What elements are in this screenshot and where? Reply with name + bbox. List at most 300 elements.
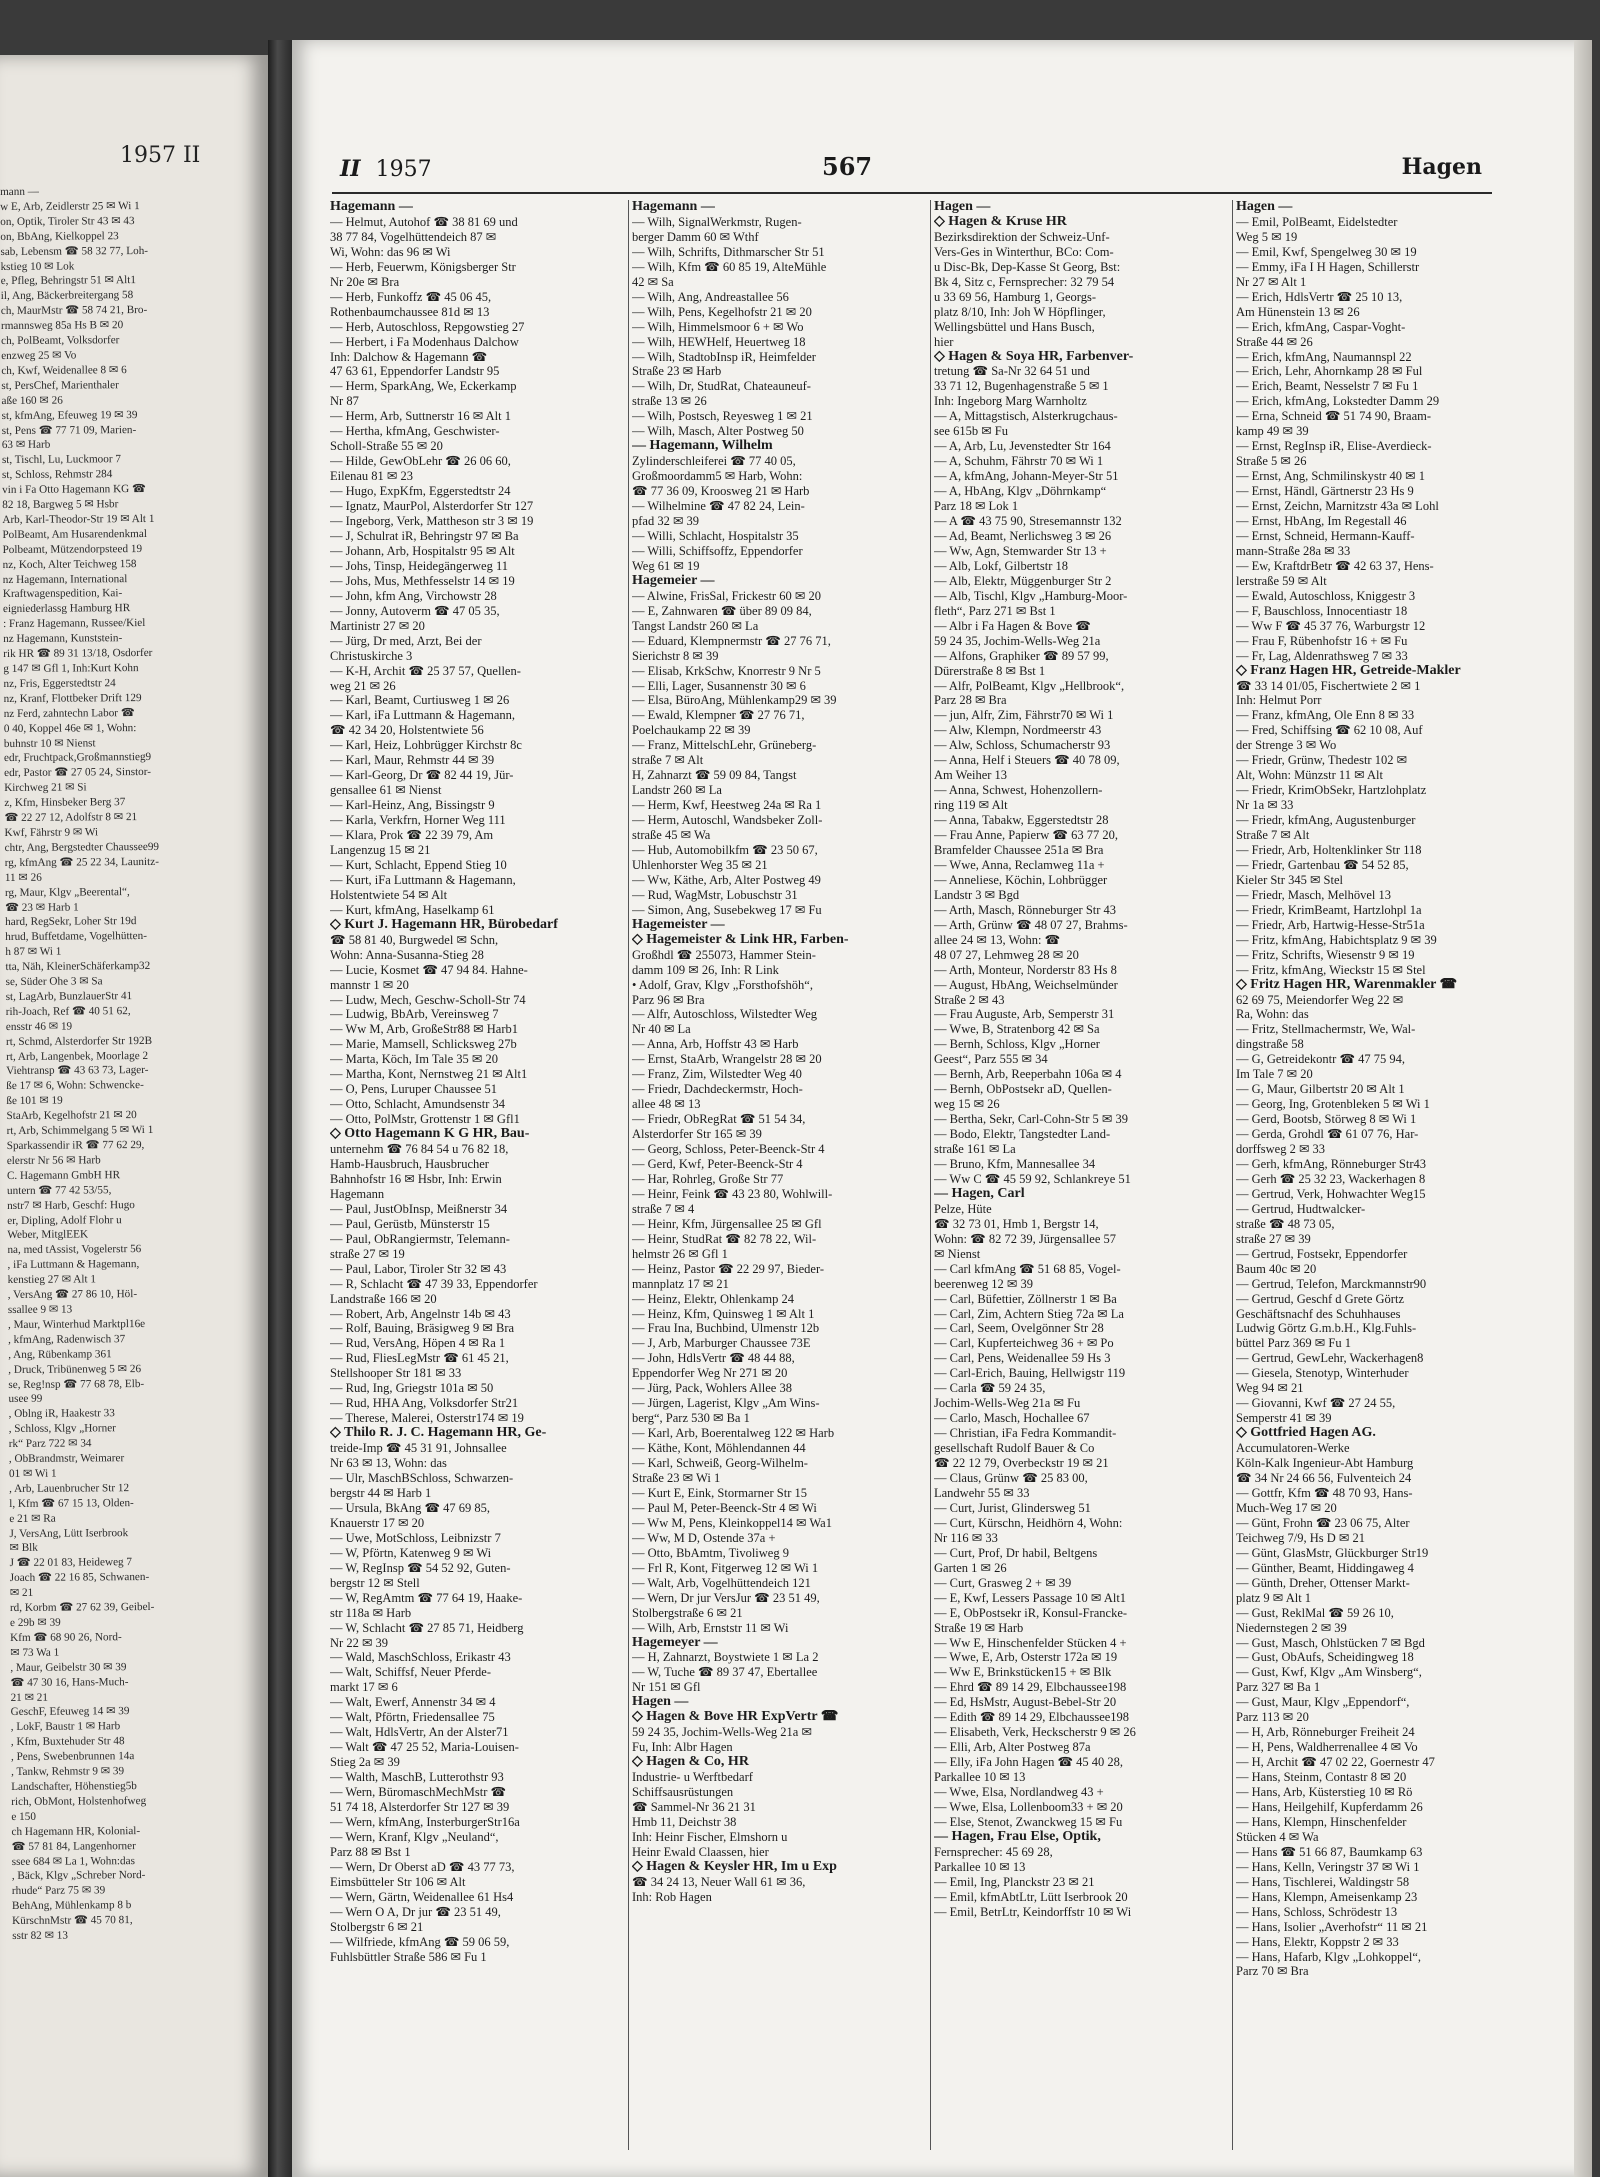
directory-entry-line: — Wilh, Schrifts, Dithmarscher Str 51 xyxy=(632,244,825,259)
directory-entry-line: — W, Pförtn, Katenweg 9 ✉ Wi xyxy=(330,1545,492,1560)
directory-entry-line: — Alb, Lokf, Gilbertstr 18 xyxy=(934,558,1069,573)
directory-entry-line: Bahnhofstr 16 ✉ Hsbr, Inh: Erwin xyxy=(330,1171,502,1186)
left-page-line: ✉ Blk xyxy=(9,1542,38,1555)
left-page-line: C. Hagemann GmbH HR xyxy=(6,1168,121,1182)
directory-entry-line: — Herm, Kwf, Heestweg 24a ✉ Ra 1 xyxy=(632,798,822,813)
directory-entry-line: bergstr 44 ✉ Harb 1 xyxy=(330,1485,432,1500)
directory-entry-line: — Kurt, iFa Luttmann & Hagemann, xyxy=(330,872,516,887)
directory-entry-line: Am Weiher 13 xyxy=(934,768,1008,783)
left-page-line: l, Kfm ☎ 67 15 13, Olden- xyxy=(9,1496,134,1510)
directory-entry-line: — Claus, Grünw ☎ 25 83 00, xyxy=(934,1471,1088,1486)
directory-entry-line: — Franz, kfmAng, Ole Enn 8 ✉ 33 xyxy=(1236,708,1415,723)
directory-entry-line: — Herm, Arb, Suttnerstr 16 ✉ Alt 1 xyxy=(330,409,511,424)
directory-entry-line: Wellingsbüttel und Hans Busch, xyxy=(934,319,1095,334)
directory-entry-line: — Hans, Hafarb, Klgv „Lohkoppel“, xyxy=(1236,1949,1422,1964)
directory-entry-line: 51 74 18, Alsterdorfer Str 127 ✉ 39 xyxy=(330,1799,510,1814)
directory-entry-line: — Günt, GlasMstr, Glückburger Str19 xyxy=(1236,1545,1429,1560)
directory-entry-line: — W, Schlacht ☎ 27 85 71, Heidberg xyxy=(330,1620,524,1635)
directory-entry-line: Hagemeier — xyxy=(632,573,715,588)
directory-entry-line: straße 13 ✉ 26 xyxy=(632,394,707,409)
directory-entry-line: pfad 32 ✉ 39 xyxy=(632,514,700,529)
directory-entry-line: see 615b ✉ Fu xyxy=(934,424,1009,439)
directory-entry-line: mannplatz 17 ✉ 21 xyxy=(632,1276,729,1291)
directory-entry-line: 42 ✉ Sa xyxy=(632,274,674,289)
directory-entry-line: — Giesela, Stenotyp, Winterhuder xyxy=(1236,1366,1409,1381)
book-gutter xyxy=(268,40,292,2177)
directory-entry-line: Nr 1a ✉ 33 xyxy=(1236,798,1294,813)
directory-entry-line: — Erich, Lehr, Ahornkamp 28 ✉ Ful xyxy=(1236,364,1423,379)
directory-entry-line: — Wern, kfmAng, InsterburgerStr16a xyxy=(330,1814,520,1829)
directory-entry-line: — Carlo, Masch, Hochallee 67 xyxy=(934,1411,1090,1426)
directory-entry-line: — Hugo, ExpKfm, Eggerstedtstr 24 xyxy=(330,484,511,499)
directory-entry-line: Stieg 2a ✉ 39 xyxy=(330,1755,400,1770)
left-page-line: eigniederlassg Hamburg HR xyxy=(2,602,131,616)
directory-entry-line: gesellschaft Rudolf Bauer & Co xyxy=(934,1441,1095,1456)
directory-entry-line: Niedernstegen 2 ✉ 39 xyxy=(1236,1620,1347,1635)
directory-entry-line: ◇ Hagen & Kruse HR xyxy=(934,214,1067,229)
directory-entry-line: — Gust, Kwf, Klgv „Am Winsberg“, xyxy=(1236,1665,1422,1680)
directory-entry-line: Knauerstr 17 ✉ 20 xyxy=(330,1515,425,1530)
directory-entry-line: Industrie- u Werftbedarf xyxy=(632,1770,753,1785)
left-page-line: Landschafter, Höhenstieg5b xyxy=(11,1780,137,1793)
directory-entry-line: — H, Arb, Rönneburger Freiheit 24 xyxy=(1236,1725,1415,1740)
directory-entry-line: Parz 327 ✉ Ba 1 xyxy=(1236,1680,1321,1695)
left-page-line: enzweg 25 ✉ Vo xyxy=(1,349,77,362)
left-page-line: ☎ 23 ✉ Harb 1 xyxy=(5,900,79,914)
directory-entry-line: ring 119 ✉ Alt xyxy=(934,798,1008,813)
directory-entry-line: Fernsprecher: 45 69 28, xyxy=(934,1844,1053,1859)
left-page-line: nstr7 ✉ Harb, Geschf: Hugo xyxy=(7,1198,135,1212)
directory-entry-line: — Gerd, Bootsb, Störweg 8 ✉ Wi 1 xyxy=(1236,1112,1417,1127)
left-page-line: ssallee 9 ✉ 13 xyxy=(7,1303,73,1316)
directory-entry-line: Hamb-Hausbruch, Hausbrucher xyxy=(330,1157,489,1171)
directory-entry-line: tretung ☎ Sa-Nr 32 64 51 und xyxy=(934,364,1090,379)
left-page-line: kenstieg 27 ✉ Alt 1 xyxy=(7,1273,96,1287)
directory-entry-line: 48 07 27, Lehmweg 28 ✉ 20 xyxy=(934,947,1079,962)
directory-entry-line: ◇ Hagen & Keysler HR, Im u Exp xyxy=(632,1859,837,1874)
left-page-line: rich, ObMont, Holstenhofweg xyxy=(11,1794,147,1808)
directory-entry-line: Hagemann — xyxy=(330,200,413,214)
directory-entry-line: — Gottfr, Kfm ☎ 48 70 93, Hans- xyxy=(1236,1485,1413,1500)
directory-entry-line: ◇ Hagemeister & Link HR, Farben- xyxy=(632,932,849,947)
left-page-line: w E, Arb, Zeidlerstr 25 ✉ Wi 1 xyxy=(0,199,140,213)
left-page-line: Polbeamt, Mützendorpsteed 19 xyxy=(2,542,143,556)
directory-entry-line: — Gertrud, Fostsekr, Eppendorfer xyxy=(1236,1246,1408,1261)
directory-entry-line: u 33 69 56, Hamburg 1, Georgs- xyxy=(934,289,1097,304)
left-page-line: rd, Korbm ☎ 27 62 39, Geibel- xyxy=(9,1601,155,1615)
left-page-line: ☎ 47 30 16, Hans-Much- xyxy=(10,1675,129,1689)
directory-entry-line: ◇ Hagen & Soya HR, Farbenver- xyxy=(934,349,1134,364)
directory-entry-line: dingstraße 58 xyxy=(1236,1037,1304,1052)
directory-entry-line: — Hans, Tischlerei, Waldingstr 58 xyxy=(1236,1874,1410,1889)
directory-entry-line: — Erich, HdlsVertr ☎ 25 10 13, xyxy=(1236,289,1403,304)
directory-entry-line: — Elsa, BüroAng, Mühlenkamp29 ✉ 39 xyxy=(632,693,837,708)
directory-entry-line: — Fr, Lag, Aldenrathsweg 7 ✉ 33 xyxy=(1236,648,1408,663)
directory-entry-line: — Ww, Agn, Stemwarder Str 13 + xyxy=(934,543,1107,558)
directory-entry-line: — A, Mittagstisch, Alsterkrugchaus- xyxy=(934,409,1118,424)
directory-entry-line: — Curt, Kürschn, Heidhörn 4, Wohn: xyxy=(934,1515,1123,1530)
left-page-line: tta, Näh, KleinerSchäferkamp32 xyxy=(5,960,151,974)
directory-entry-line: — Anneliese, Köchin, Lohbrügger xyxy=(934,872,1108,887)
directory-entry-line: hier xyxy=(934,334,954,349)
directory-entry-line: — Emil, Kwf, Spengelweg 30 ✉ 19 xyxy=(1236,244,1417,259)
page-header xyxy=(322,148,1482,188)
directory-entry-line: ☎ 58 81 40, Burgwedel ✉ Schn, xyxy=(330,932,499,947)
directory-entry-line: — Wilh, Postsch, Reyesweg 1 ✉ 21 xyxy=(632,409,813,424)
directory-entry-line: weg 15 ✉ 26 xyxy=(934,1097,1000,1112)
directory-entry-line: — Frau Anne, Papierw ☎ 63 77 20, xyxy=(934,828,1118,843)
left-page-line: 11 ✉ 26 xyxy=(4,871,42,884)
directory-entry-line: — Robert, Arb, Angelnstr 14b ✉ 43 xyxy=(330,1306,511,1321)
directory-entry-line: — Hertha, kfmAng, Geschwister- xyxy=(330,424,500,439)
directory-column-2 xyxy=(632,200,924,1905)
directory-entry-line: — Fritz, Stellmachermstr, We, Wal- xyxy=(1236,1022,1416,1037)
directory-entry-line: — Ernst, StaArb, Wrangelstr 28 ✉ 20 xyxy=(632,1052,822,1067)
directory-entry-line: — Elly, iFa John Hagen ☎ 45 40 28, xyxy=(934,1755,1124,1770)
directory-entry-line: — Marie, Mamsell, Schlicksweg 27b xyxy=(330,1037,517,1052)
directory-entry-line: straße 45 ✉ Wa xyxy=(632,828,711,843)
directory-entry-line: 38 77 84, Vogelhüttendeich 87 ✉ xyxy=(330,229,497,244)
directory-entry-line: — Martha, Kont, Nernstweg 21 ✉ Alt1 xyxy=(330,1067,528,1082)
left-page xyxy=(0,55,268,2177)
directory-entry-line: — Kurt E, Eink, Stormarner Str 15 xyxy=(632,1485,807,1500)
left-page-line: se, Süder Ohe 3 ✉ Sa xyxy=(5,975,103,989)
directory-entry-line: — Alb, Tischl, Klgv „Hamburg-Moor- xyxy=(934,588,1128,603)
directory-entry-line: Parz 88 ✉ Bst 1 xyxy=(330,1844,411,1859)
directory-entry-line: — Wwe, Anna, Reclamweg 11a + xyxy=(934,857,1105,872)
directory-entry-line: — Alfons, Graphiker ☎ 89 57 99, xyxy=(934,648,1109,663)
directory-entry-line: ◇ Otto Hagemann K G HR, Bau- xyxy=(330,1127,530,1142)
directory-entry-line: — Anna, Arb, Hoffstr 43 ✉ Harb xyxy=(632,1037,799,1052)
directory-entry-line: — Gust, Masch, Ohlstücken 7 ✉ Bgd xyxy=(1236,1635,1425,1650)
directory-entry-line: — Karl, Schweiß, Georg-Wilhelm- xyxy=(632,1456,808,1471)
left-page-line: , Maur, Geibelstr 30 ✉ 39 xyxy=(10,1660,127,1674)
directory-entry-line: Sierichstr 8 ✉ 39 xyxy=(632,648,719,663)
directory-entry-line: — Karl, Heiz, Lohbrügger Kirchstr 8c xyxy=(330,738,522,753)
directory-entry-line: Stellshooper Str 181 ✉ 33 xyxy=(330,1366,462,1381)
directory-entry-line: — Kurt, kfmAng, Haselkamp 61 xyxy=(330,902,495,917)
left-page-line: , LokF, Baustr 1 ✉ Harb xyxy=(10,1720,121,1734)
directory-entry-line: — Wilh, Arb, Ernststr 11 ✉ Wi xyxy=(632,1620,789,1635)
directory-entry-line: — Edith ☎ 89 14 29, Elbchaussee198 xyxy=(934,1710,1130,1725)
directory-entry-line: — Wwe, Elsa, Nordlandweg 43 + xyxy=(934,1785,1104,1800)
left-page-line: na, med tAssist, Vogelerstr 56 xyxy=(7,1243,142,1257)
directory-entry-line: Eppendorfer Weg Nr 271 ✉ 20 xyxy=(632,1366,788,1381)
directory-entry-line: — Otto, Schlacht, Amundsenstr 34 xyxy=(330,1097,505,1112)
directory-entry-line: Großhdl ☎ 255073, Hammer Stein- xyxy=(632,947,816,962)
left-page-line: , Bäck, Klgv „Schreber Nord- xyxy=(11,1869,146,1883)
directory-entry-line: — Wern, Gärtn, Weidenallee 61 Hs4 xyxy=(330,1889,514,1904)
directory-entry-line: — Carl kfmAng ☎ 51 68 85, Vogel- xyxy=(934,1261,1121,1276)
directory-entry-line: — Carl, Büfettier, Zöllnerstr 1 ✉ Ba xyxy=(934,1291,1117,1306)
directory-entry-line: Fu, Inh: Albr Hagen xyxy=(632,1740,733,1755)
left-page-line: Kwf, Fährstr 9 ✉ Wi xyxy=(4,826,99,839)
directory-entry-line: — Carl, Kupferteichweg 36 + ✉ Po xyxy=(934,1336,1114,1351)
directory-entry-line: Weg 61 ✉ 19 xyxy=(632,558,700,573)
directory-entry-line: Garten 1 ✉ 26 xyxy=(934,1560,1007,1575)
left-page-line: rg, kfmAng ☎ 25 22 34, Launitz- xyxy=(4,855,159,869)
directory-entry-line: Geschäftsnachf des Schuhhauses xyxy=(1236,1306,1401,1321)
directory-entry-line: treide-Imp ☎ 45 31 91, Johnsallee xyxy=(330,1441,507,1456)
directory-entry-line: Straße 23 ✉ Wi 1 xyxy=(632,1471,721,1486)
column-divider xyxy=(930,200,931,2150)
directory-entry-line: — Herb, Funkoffz ☎ 45 06 45, xyxy=(330,289,492,304)
left-page-line: Weber, MitglEEK xyxy=(7,1228,89,1242)
directory-entry-line: — Simon, Ang, Susebekweg 17 ✉ Fu xyxy=(632,902,822,917)
directory-entry-line: — Bernh, ObPostsekr aD, Quellen- xyxy=(934,1082,1112,1097)
directory-entry-line: Straße 19 ✉ Harb xyxy=(934,1620,1024,1635)
directory-entry-line: — Wilh, Dr, StudRat, Chateauneuf- xyxy=(632,379,811,394)
directory-entry-line: 62 69 75, Meiendorfer Weg 22 ✉ xyxy=(1236,992,1404,1007)
directory-entry-line: — August, HbAng, Weichselmünder xyxy=(934,977,1118,992)
directory-entry-line: — Herb, Feuerwm, Königsberger Str xyxy=(330,259,516,274)
directory-entry-line: Zylinderschleiferei ☎ 77 40 05, xyxy=(632,454,796,469)
directory-entry-line: beerenweg 12 ✉ 39 xyxy=(934,1276,1033,1291)
left-page-line: StaArb, Kegelhofstr 21 ✉ 20 xyxy=(6,1109,137,1123)
directory-entry-line: — Bodo, Elektr, Tangstedter Land- xyxy=(934,1127,1111,1142)
left-page-line: z, Kfm, Hinsbeker Berg 37 xyxy=(4,796,126,810)
left-page-line: ch, PolBeamt, Volksdorfer xyxy=(1,334,120,348)
directory-entry-line: Ludwig Görtz G.m.b.H., Klg.Fuhls- xyxy=(1236,1321,1417,1336)
directory-entry-line: — jun, Alfr, Zim, Fährstr70 ✉ Wi 1 xyxy=(934,708,1114,723)
left-page-column xyxy=(0,183,268,1944)
left-page-line: st, Schloss, Rehmstr 284 xyxy=(1,468,113,482)
directory-entry-line: — Arth, Grünw ☎ 48 07 27, Brahms- xyxy=(934,917,1128,932)
left-page-line: , Kfm, Buxtehuder Str 48 xyxy=(10,1735,125,1749)
directory-entry-line: — Hans, Klempn, Ameisenkamp 23 xyxy=(1236,1889,1418,1904)
directory-column-3 xyxy=(934,200,1226,1920)
directory-entry-line: — G, Getreidekontr ☎ 47 75 94, xyxy=(1236,1052,1406,1067)
directory-entry-line: — W, RegInsp ☎ 54 52 92, Guten- xyxy=(330,1560,511,1575)
directory-entry-line: — Marta, Köch, Im Tale 35 ✉ 20 xyxy=(330,1052,499,1067)
directory-entry-line: ◇ Hagen & Bove HR ExpVertr ☎ xyxy=(632,1710,839,1725)
directory-entry-line: — Rud, Ing, Griegstr 101a ✉ 50 xyxy=(330,1381,494,1396)
left-page-line: J, VersAng, Lütt Iserbrook xyxy=(9,1526,129,1540)
directory-entry-line: — Emil, BetrLtr, Keindorffstr 10 ✉ Wi xyxy=(934,1904,1132,1919)
left-page-line: elerstr Nr 56 ✉ Harb xyxy=(6,1154,101,1167)
left-page-line: hard, RegSekr, Loher Str 19d xyxy=(5,915,137,929)
directory-entry-line: — Johs, Mus, Methfesselstr 14 ✉ 19 xyxy=(330,573,515,588)
left-page-line: ssee 684 ✉ La 1, Wohn:das xyxy=(11,1854,135,1868)
left-page-header: 1957 II xyxy=(120,143,201,168)
directory-entry-line: — J, Schulrat iR, Behringstr 97 ✉ Ba xyxy=(330,528,519,543)
directory-entry-line: Weg 94 ✉ 21 xyxy=(1236,1381,1304,1396)
directory-entry-line: — Herbert, i Fa Modenhaus Dalchow xyxy=(330,334,519,349)
directory-entry-line: — G, Maur, Gilbertstr 20 ✉ Alt 1 xyxy=(1236,1082,1405,1097)
directory-entry-line: Bramfelder Chaussee 251a ✉ Bra xyxy=(934,842,1104,857)
directory-entry-line: — Ww E, Hinschenfelder Stücken 4 + xyxy=(934,1635,1127,1650)
directory-entry-line: — Curt, Prof, Dr habil, Beltgens xyxy=(934,1545,1098,1560)
directory-entry-line: Stücken 4 ✉ Wa xyxy=(1236,1829,1319,1844)
directory-entry-line: — Gertrud, GewLehr, Wackerhagen8 xyxy=(1236,1351,1424,1366)
directory-entry-line: 33 71 12, Bugenhagenstraße 5 ✉ 1 xyxy=(934,379,1109,394)
directory-entry-line: büttel Parz 369 ✉ Fu 1 xyxy=(1236,1336,1351,1351)
column-divider xyxy=(628,200,629,2150)
directory-entry-line: mann-Straße 28a ✉ 33 xyxy=(1236,543,1351,558)
page-header-left xyxy=(340,156,432,182)
directory-entry-line: — Wern, BüromaschMechMstr ☎ xyxy=(330,1785,507,1800)
left-page-line: ☎ 57 81 84, Langenhorner xyxy=(11,1839,136,1853)
directory-entry-line: — Fritz, kfmAng, Wieckstr 15 ✉ Stel xyxy=(1236,962,1426,977)
directory-entry-line: — Ludw, Mech, Geschw-Scholl-Str 74 xyxy=(330,992,526,1007)
left-page-line: , Arb, Lauenbrucher Str 12 xyxy=(9,1481,130,1495)
directory-entry-line: — Heinr, Feink ☎ 43 23 80, Wohlwill- xyxy=(632,1186,833,1201)
directory-entry-line: — Fritz, Schrifts, Wiesenstr 9 ✉ 19 xyxy=(1236,947,1415,962)
left-page-line: se, Reg!nsp ☎ 77 68 78, Elb- xyxy=(8,1377,145,1391)
directory-entry-line: u Disc-Bk, Dep-Kasse St Georg, Bst: xyxy=(934,259,1121,274)
directory-entry-line: Großmoordamm5 ✉ Harb, Wohn: xyxy=(632,469,803,484)
left-page-line: st, kfmAng, Efeuweg 19 ✉ 39 xyxy=(1,408,138,422)
directory-entry-line: 59 24 35, Jochim-Wells-Weg 21a xyxy=(934,633,1101,648)
left-page-line: nz, Koch, Alter Teichweg 158 xyxy=(2,557,137,571)
directory-entry-line: Landstr 3 ✉ Bgd xyxy=(934,887,1020,902)
directory-entry-line: Stolbergstr 6 ✉ 21 xyxy=(330,1919,424,1934)
directory-entry-line: — Gust, Maur, Klgv „Eppendorf“, xyxy=(1236,1695,1410,1710)
directory-entry-line: — E, Kwf, Lessers Passage 10 ✉ Alt1 xyxy=(934,1590,1127,1605)
directory-entry-line: — Ehrd ☎ 89 14 29, Elbchaussee198 xyxy=(934,1680,1127,1695)
directory-entry-line: — Carl, Pens, Weidenallee 59 Hs 3 xyxy=(934,1351,1111,1366)
directory-entry-line: — Ernst, Schneid, Hermann-Kauff- xyxy=(1236,528,1415,543)
directory-entry-line: — Alwine, FrisSal, Frickestr 60 ✉ 20 xyxy=(632,588,821,603)
left-page-line: usee 99 xyxy=(8,1393,43,1406)
directory-entry-line: ◇ Hagen & Co, HR xyxy=(632,1755,749,1770)
left-page-line: er, Dipling, Adolf Flohr u xyxy=(7,1213,122,1227)
directory-entry-line: — Karl-Georg, Dr ☎ 82 44 19, Jür- xyxy=(330,768,514,783)
left-page-line: 82 18, Bargweg 5 ✉ Hsbr xyxy=(2,498,119,512)
left-page-line: chtr, Ang, Bergstedter Chaussee99 xyxy=(4,840,160,854)
directory-entry-line: — Karla, Verkfrn, Horner Weg 111 xyxy=(330,813,506,828)
directory-entry-line: — Ew, KraftdrBetr ☎ 42 63 37, Hens- xyxy=(1236,558,1434,573)
directory-entry-line: — Walt, Schiffsf, Neuer Pferde- xyxy=(330,1665,491,1680)
directory-entry-line: — Günther, Beamt, Hiddingaweg 4 xyxy=(1236,1560,1414,1575)
directory-entry-line: — Friedr, Dachdeckermstr, Hoch- xyxy=(632,1082,803,1097)
directory-entry-line: — A ☎ 43 75 90, Stresemannstr 132 xyxy=(934,514,1122,529)
directory-entry-line: — Friedr, kfmAng, Augustenburger xyxy=(1236,813,1416,828)
directory-entry-line: — Friedr, Arb, Holtenklinker Str 118 xyxy=(1236,842,1422,857)
directory-entry-line: Dürerstraße 8 ✉ Bst 1 xyxy=(934,663,1046,678)
left-page-line: nz, Fris, Eggerstedtstr 24 xyxy=(3,677,116,690)
left-page-line: , kfmAng, Radenwisch 37 xyxy=(8,1332,126,1346)
directory-entry-line: — Wald, MaschSchloss, Erikastr 43 xyxy=(330,1650,511,1665)
directory-entry-line: ✉ Nienst xyxy=(934,1246,981,1261)
directory-entry-line: Inh: Ingeborg Marg Warnholtz xyxy=(934,394,1087,409)
directory-entry-line: — Rud, VersAng, Höpen 4 ✉ Ra 1 xyxy=(330,1336,506,1351)
directory-entry-line: Landstraße 166 ✉ 20 xyxy=(330,1291,437,1306)
directory-entry-line: Nr 27 ✉ Alt 1 xyxy=(1236,274,1307,289)
left-page-line: PolBeamt, Am Husarendenkmal xyxy=(2,527,147,541)
directory-entry-line: — Albr i Fa Hagen & Bove ☎ xyxy=(934,618,1091,633)
directory-entry-line: — H, Archit ☎ 47 02 22, Goernestr 47 xyxy=(1236,1755,1435,1770)
directory-entry-line: Parz 96 ✉ Bra xyxy=(632,992,705,1007)
directory-entry-line: — Alb, Elektr, Müggenburger Str 2 xyxy=(934,573,1112,588)
directory-entry-line: Bezirksdirektion der Schweiz-Unf- xyxy=(934,229,1110,244)
directory-entry-line: — Uwe, MotSchloss, Leibnizstr 7 xyxy=(330,1530,501,1545)
directory-entry-line: Straße 44 ✉ 26 xyxy=(1236,334,1313,349)
directory-entry-line: — Ludwig, BbArb, Vereinsweg 7 xyxy=(330,1007,499,1022)
directory-entry-line: mannstr 1 ✉ 20 xyxy=(330,977,409,992)
directory-entry-line: — J, Arb, Marburger Chaussee 73E xyxy=(632,1336,811,1351)
directory-entry-line: — Paul, Labor, Tiroler Str 32 ✉ 43 xyxy=(330,1261,507,1276)
directory-entry-line: straße 7 ✉ Alt xyxy=(632,753,704,768)
directory-entry-line: — Rolf, Bauing, Bräsigweg 9 ✉ Bra xyxy=(330,1321,515,1336)
directory-entry-line: Inh: Helmut Porr xyxy=(1236,693,1322,708)
directory-entry-line: ☎ 42 34 20, Holstentwiete 56 xyxy=(330,723,484,738)
directory-entry-line: str 118a ✉ Harb xyxy=(330,1605,412,1620)
directory-entry-line: — Georg, Schloss, Peter-Beenck-Str 4 xyxy=(632,1142,825,1157)
directory-entry-line: — Gertrud, Hudtwalcker- xyxy=(1236,1201,1366,1216)
directory-entry-line: Fuhlsbüttler Straße 586 ✉ Fu 1 xyxy=(330,1949,487,1964)
directory-entry-line: — Arth, Monteur, Norderstr 83 Hs 8 xyxy=(934,962,1117,977)
directory-entry-line: — Anna, Helf i Steuers ☎ 40 78 09, xyxy=(934,753,1120,768)
directory-entry-line: — O, Pens, Luruper Chaussee 51 xyxy=(330,1082,497,1097)
directory-entry-line: straße 7 ✉ 4 xyxy=(632,1201,695,1216)
directory-entry-line: Ra, Wohn: das xyxy=(1236,1007,1309,1022)
directory-entry-line: straße 27 ✉ 19 xyxy=(330,1246,405,1261)
directory-entry-line: — Friedr, KrimObSekr, Hartzlohplatz xyxy=(1236,783,1427,798)
directory-entry-line: Kieler Str 345 ✉ Stel xyxy=(1236,872,1343,887)
left-page-line: st, LagArb, BunzlauerStr 41 xyxy=(5,990,133,1003)
left-page-line: kstieg 10 ✉ Lok xyxy=(0,260,75,273)
directory-entry-line: Wohn: ☎ 82 72 39, Jürgensallee 57 xyxy=(934,1231,1117,1246)
directory-entry-line: — Lucie, Kosmet ☎ 47 94 84. Hahne- xyxy=(330,962,528,977)
directory-entry-line: — Paul, Gerüstb, Münsterstr 15 xyxy=(330,1216,490,1231)
directory-entry-line: — Elli, Arb, Alter Postweg 87a xyxy=(934,1740,1091,1755)
left-page-line: untern ☎ 77 42 53/55, xyxy=(6,1183,112,1197)
left-page-line: Arb, Karl-Theodor-Str 19 ✉ Alt 1 xyxy=(2,512,155,526)
directory-entry-line: — Käthe, Kont, Möhlendannen 44 xyxy=(632,1441,806,1456)
page-number: 567 xyxy=(822,152,873,181)
left-page-line: , Druck, Tribünenweg 5 ✉ 26 xyxy=(8,1362,142,1376)
directory-entry-line: — Wilh, Kfm ☎ 60 85 19, AlteMühle xyxy=(632,259,827,274)
directory-entry-line: — Wern, Dr jur VersJur ☎ 23 51 49, xyxy=(632,1590,820,1605)
directory-entry-line: Hagen — xyxy=(1236,200,1293,214)
directory-entry-line: — Friedr, KrimBeamt, Hartzlohpl 1a xyxy=(1236,902,1422,917)
directory-entry-line: — Wilh, Himmelsmoor 6 + ✉ Wo xyxy=(632,319,804,334)
directory-entry-line: — Friedr, Grünw, Thedestr 102 ✉ xyxy=(1236,753,1408,768)
left-page-line: rt, Schmd, Alsterdorfer Str 192B xyxy=(5,1034,153,1048)
left-page-line: KürschnMstr ☎ 45 70 81, xyxy=(12,1914,133,1928)
left-page-line: e 29b ✉ 39 xyxy=(9,1616,61,1629)
directory-entry-line: Nr 63 ✉ 13, Wohn: das xyxy=(330,1456,447,1471)
directory-entry-line: — Karl, iFa Luttmann & Hagemann, xyxy=(330,708,516,723)
directory-entry-line: Uhlenhorster Weg 35 ✉ 21 xyxy=(632,857,768,872)
left-page-line: 01 ✉ Wi 1 xyxy=(8,1467,57,1480)
left-page-line: ensstr 46 ✉ 19 xyxy=(5,1020,73,1033)
directory-entry-line: — Wilhelmine ☎ 47 82 24, Lein- xyxy=(632,499,805,514)
directory-entry-line: Parz 113 ✉ 20 xyxy=(1236,1710,1309,1725)
left-page-line: aße 160 ✉ 26 xyxy=(1,394,63,407)
left-page-line: nz, Kranf, Flottbeker Drift 129 xyxy=(3,691,142,705)
left-page-line: 21 ✉ 21 xyxy=(10,1691,48,1704)
directory-entry-line: — Gertrud, Verk, Hohwachter Weg15 xyxy=(1236,1186,1426,1201)
left-page-line: rt, Arb, Langenbek, Moorlage 2 xyxy=(6,1049,149,1063)
directory-entry-line: — Christian, iFa Fedra Kommandit- xyxy=(934,1426,1117,1441)
directory-entry-line: 59 24 35, Jochim-Wells-Weg 21a ✉ xyxy=(632,1725,812,1740)
directory-entry-line: Bk 4, Sitz c, Fernsprecher: 32 79 54 xyxy=(934,274,1115,289)
directory-entry-line: — Carla ☎ 59 24 35, xyxy=(934,1381,1046,1396)
directory-entry-line: Martinistr 27 ✉ 20 xyxy=(330,618,425,633)
directory-entry-line: — Erich, Beamt, Nesselstr 7 ✉ Fu 1 xyxy=(1236,379,1419,394)
directory-entry-line: — Erich, kfmAng, Naumannspl 22 xyxy=(1236,349,1412,364)
directory-entry-line: — Therese, Malerei, Osterstr174 ✉ 19 xyxy=(330,1411,524,1426)
directory-entry-line: Parz 28 ✉ Bra xyxy=(934,693,1007,708)
header-rule xyxy=(332,192,1492,194)
directory-entry-line: — Karl, Maur, Rehmstr 44 ✉ 39 xyxy=(330,753,495,768)
left-page-line: g 147 ✉ Gfl 1, Inh:Kurt Kohn xyxy=(3,662,139,675)
directory-entry-line: — Paul M, Peter-Beenck-Str 4 ✉ Wi xyxy=(632,1500,817,1515)
left-page-line: rhude“ Parz 75 ✉ 39 xyxy=(11,1884,106,1898)
directory-entry-line: — W, RegAmtm ☎ 77 64 19, Haake- xyxy=(330,1590,523,1605)
